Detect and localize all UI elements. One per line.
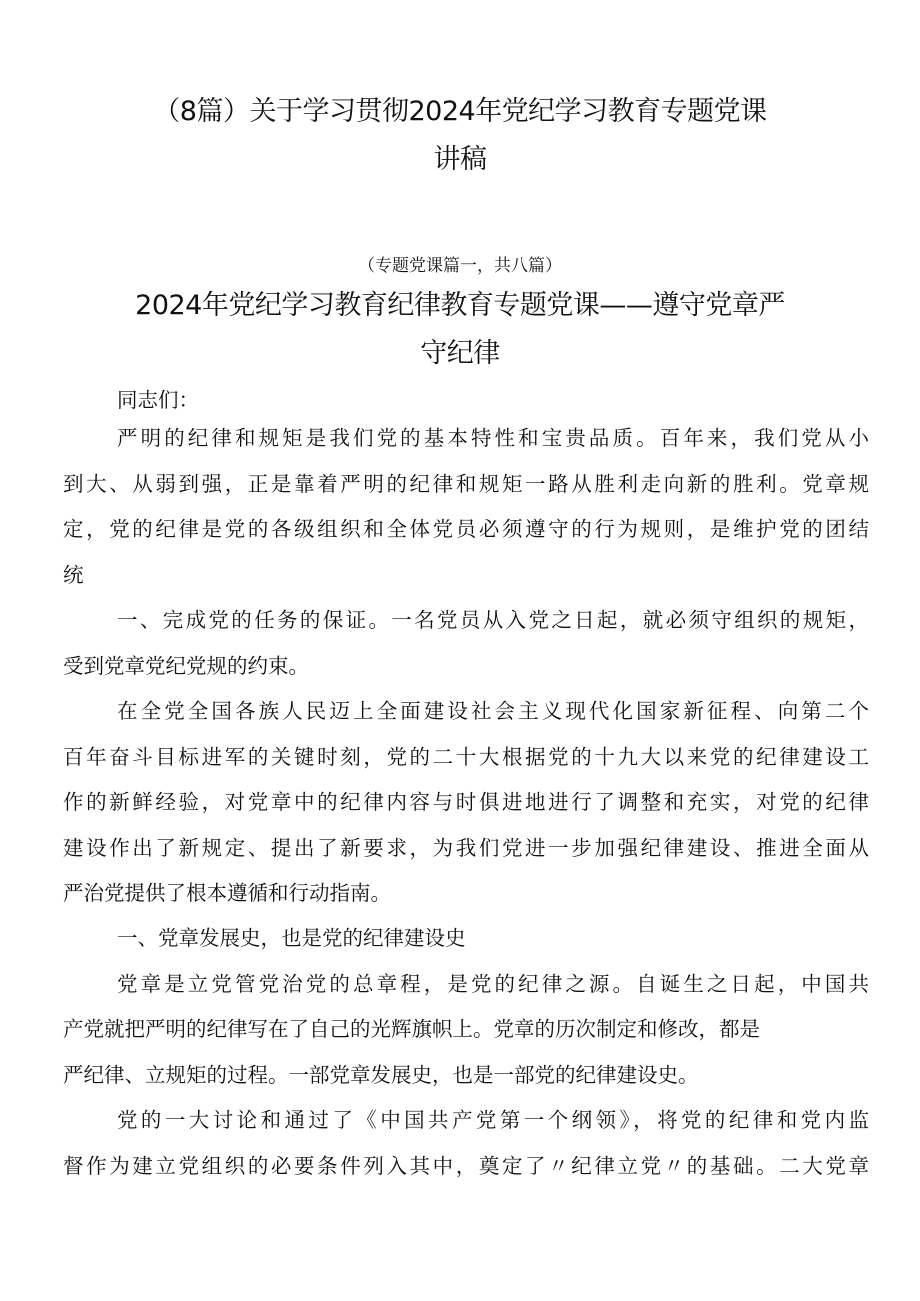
body-line: 同志们： xyxy=(117,388,199,412)
body-line: 严纪律、立规矩的过程。一部党章发展史，也是一部党的纪律建设史。 xyxy=(63,1063,699,1087)
body-line: 严明的纪律和规矩是我们党的基本特性和宝贵品质。百年来，我们党从小 xyxy=(117,426,869,450)
body-line: 一、党章发展史，也是党的纪律建设史 xyxy=(117,926,466,950)
body-line: 定，党的纪律是党的各级组织和全体党员必须遵守的行为规则，是维护党的团结 xyxy=(63,517,869,541)
body-line: 一、完成党的任务的保证。一名党员从入党之日起，就必须守组织的规矩， xyxy=(117,608,869,632)
body-line: 统 xyxy=(63,563,84,587)
body-line: 产党就把严明的纪律写在了自己的光辉旗帜上。党章的历次制定和修改，都是 xyxy=(63,1017,760,1041)
body-line: 百年奋斗目标进军的关键时刻，党的二十大根据党的十九大以来党的纪律建设工 xyxy=(63,745,869,769)
body-line: 在全党全国各族人民迈上全面建设社会主义现代化国家新征程、向第二个 xyxy=(117,699,869,723)
body-line: 严治党提供了根本遵循和行动指南。 xyxy=(63,881,391,905)
section-title-line-1: 2024年党纪学习教育纪律教育专题党课——遵守党章严 xyxy=(135,290,785,321)
body-line: 作的新鲜经验，对党章中的纪律内容与时俱进地进行了调整和充实，对党的纪律 xyxy=(63,790,869,814)
body-line: 到大、从弱到强，正是靠着严明的纪律和规矩一路从胜利走向新的胜利。党章规 xyxy=(63,472,869,496)
section-subnote: （专题党课篇一，共八篇） xyxy=(358,256,562,276)
body-line: 党章是立党管党治党的总章程，是党的纪律之源。自诞生之日起，中国共 xyxy=(117,972,869,996)
document-title-line-1: （8篇）关于学习贯彻2024年党纪学习教育专题党课 xyxy=(153,96,767,127)
document-title-line-2: 讲稿 xyxy=(433,144,487,175)
body-line: 受到党章党纪党规的约束。 xyxy=(63,654,309,678)
body-line: 党的一大讨论和通过了《中国共产党第一个纲领》，将党的纪律和党内监 xyxy=(117,1108,869,1132)
body-line: 督作为建立党组织的必要条件列入其中，奠定了〃纪律立党〃的基础。二大党章 xyxy=(63,1154,869,1178)
section-title-line-2: 守纪律 xyxy=(420,338,500,369)
body-line: 建设作出了新规定、提出了新要求，为我们党进一步加强纪律建设、推进全面从 xyxy=(63,836,869,860)
